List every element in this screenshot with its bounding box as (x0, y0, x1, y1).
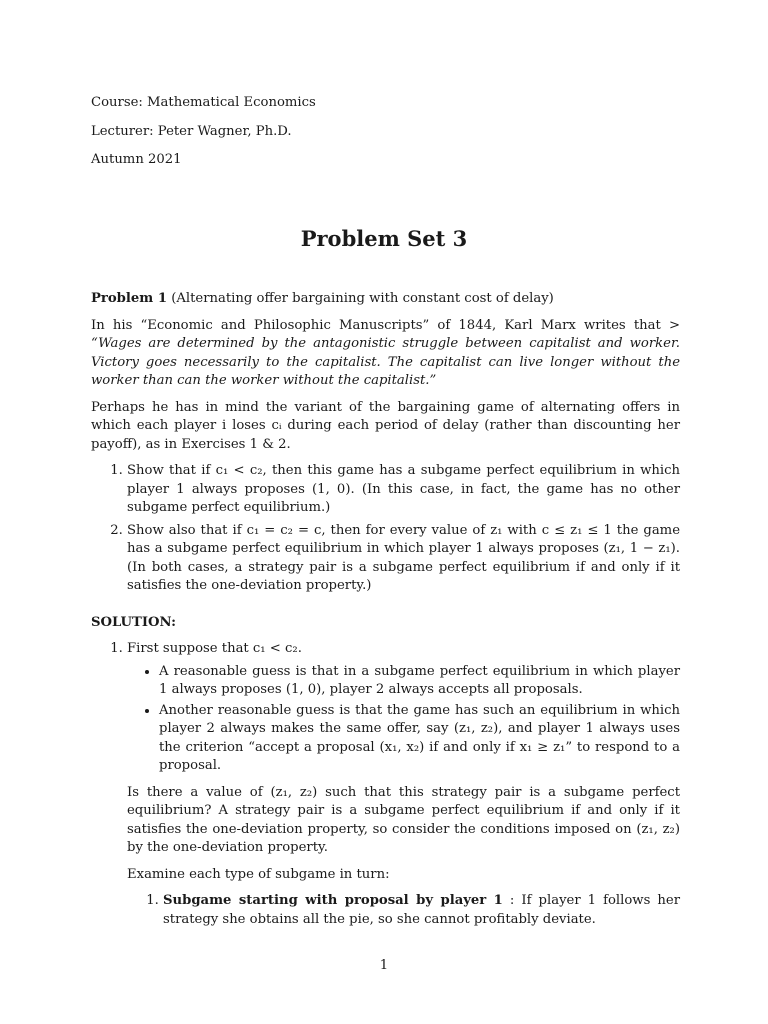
term-line: Autumn 2021 (91, 152, 182, 167)
problem-subtitle: (Alternating offer bargaining with constant cost of delay) (171, 291, 554, 306)
solution-list (91, 640, 680, 929)
marx-quote: “Wages are determined by the antagonistic struggle between capitalist and worker. Victory goes necessarily to the capitalist. The capitalist can live longer without the worker than can the worker without the capitalist.” (91, 336, 680, 388)
course-line: Course: Mathematical Economics (91, 95, 316, 110)
subgame-list (127, 892, 680, 929)
problem-item-list (91, 462, 680, 596)
problem-label: Problem 1 (91, 291, 168, 306)
bullet-item: • A reasonable guess is that in a subgame perfect equilibrium in which player 1 always proposes (1, 0), player 2 always accepts all proposals. (159, 663, 680, 700)
subgame-text: : If player 1 follows her strategy she obtains all the pie, so she cannot profitably deviate. (163, 893, 681, 927)
problem-item: 1. Show that if c₁ < c₂, then this game has a subgame perfect equilibrium in which player 1 always proposes (1, 0). (In this case, in fact, the game has no other subgame perfect equilibrium.) (127, 462, 680, 518)
solution-paragraph: Examine each type of subgame in turn: (127, 866, 390, 882)
solution-heading: SOLUTION: (91, 614, 176, 630)
problem-intro (91, 317, 680, 391)
problem-heading (91, 290, 680, 309)
solution-bullets (127, 663, 680, 776)
subgame-item (163, 892, 680, 929)
bullet-item: • Another reasonable guess is that the game has such an equilibrium in which player 2 always makes the same offer, say (z₁, z₂), and player 1 always uses the criterion “accept a proposal (x₁, x₂) if and only if x₁ ≥ z₁” to respond to a proposal. (159, 702, 680, 776)
solution-paragraph: Is there a value of (z₁, z₂) such that this strategy pair is a subgame perfect equilibrium? A strategy pair is a subgame perfect equilibrium if and only if it satisfies the one-deviation property, so consider the conditions imposed on (z₁, z₂) by the one-deviation property. (127, 784, 680, 855)
main-content (91, 290, 680, 937)
course-meta (91, 94, 316, 180)
subgame-label: Subgame starting with proposal by player 1 (163, 893, 503, 908)
solution-body (127, 784, 680, 885)
solution-first: First suppose that c₁ < c₂. (127, 641, 302, 656)
page-title: Problem Set 3 (300, 226, 468, 251)
lecturer-line: Lecturer: Peter Wagner, Ph.D. (91, 123, 292, 139)
solution-item (127, 640, 680, 929)
page-number: 1 (379, 958, 389, 973)
problem-item: 2. Show also that if c₁ = c₂ = c, then for every value of z₁ with c ≤ z₁ ≤ 1 the game has a subgame perfect equilibrium in which player 1 always proposes (z₁, 1 − z₁). (In both cases, a strategy pair is a subgame perfect equilibrium if and only if it satisfies the one-deviation property.) (127, 522, 680, 596)
problem-paragraph: Perhaps he has in mind the variant of the bargaining game of alternating offers in which each player i loses cᵢ during each period of delay (rather than discounting her payoff), as in Exercises 1 & 2. (91, 399, 680, 452)
intro-prefix: In his “Economic and Philosophic Manuscripts” of 1844, Karl Marx writes that > (91, 317, 680, 333)
